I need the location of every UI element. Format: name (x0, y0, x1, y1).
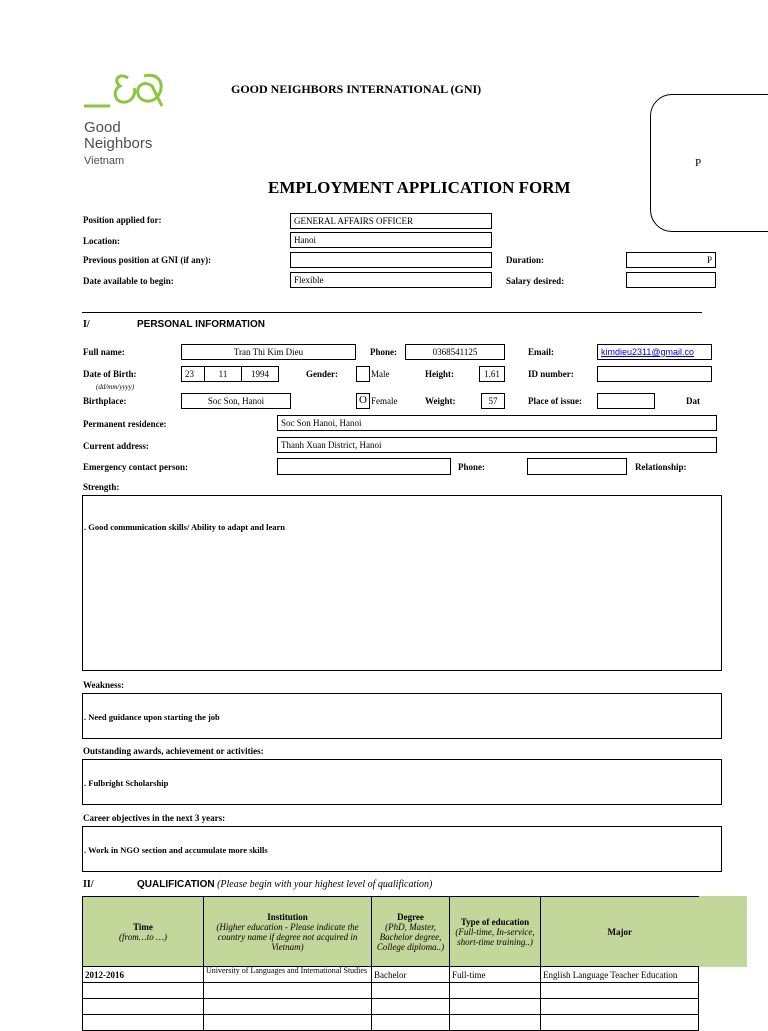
current-field[interactable]: Thanh Xuan District, Hanoi (277, 437, 717, 453)
prev-position-field[interactable] (290, 252, 492, 268)
dob-day-field[interactable]: 23 (181, 366, 205, 382)
gender-label: Gender: (306, 369, 338, 379)
position-label: Position applied for: (83, 215, 162, 225)
cell-type[interactable]: Full-time (450, 967, 541, 983)
table-row (83, 1015, 747, 1031)
weakness-label: Weakness: (83, 680, 125, 690)
form-title: EMPLOYMENT APPLICATION FORM (268, 178, 571, 197)
header-filler (699, 897, 747, 967)
date-issue-label: Dat (686, 396, 700, 406)
awards-value: . Fulbright Scholarship (84, 778, 169, 788)
divider (82, 312, 702, 313)
photo-box (650, 94, 768, 232)
logo-line-3: Vietnam (84, 155, 125, 167)
header-time-sub: (from…to …) (119, 931, 167, 942)
height-field[interactable]: 1.61 (479, 366, 505, 382)
section-1-number: I/ (83, 319, 90, 330)
strength-label: Strength: (83, 482, 120, 492)
female-checkbox[interactable] (356, 393, 370, 409)
salary-label: Salary desired: (506, 276, 565, 286)
header-time-title: Time (133, 921, 153, 932)
emergency-field[interactable] (277, 458, 451, 475)
cell-time[interactable]: 2012-2016 (83, 967, 204, 983)
header-type-sub: (Full-time, In-service, short-time training..) (455, 926, 535, 947)
permanent-label: Permanent residence: (83, 419, 167, 429)
weight-field[interactable]: 57 (481, 393, 505, 409)
permanent-field[interactable]: Soc Son Hanoi, Hanoi (277, 415, 717, 431)
cell-type[interactable] (450, 1015, 541, 1031)
email-value: kimdieu2311@gmail.co (601, 347, 695, 357)
dob-label: Date of Birth: (83, 369, 137, 379)
cell-institution[interactable] (204, 1015, 372, 1031)
id-label: ID number: (528, 369, 574, 379)
header-time (83, 897, 204, 967)
cell-time[interactable] (83, 1015, 204, 1031)
id-field[interactable] (597, 366, 712, 382)
cell-time[interactable] (83, 983, 204, 999)
header-institution (204, 897, 372, 967)
cell-major[interactable] (541, 983, 699, 999)
position-field[interactable]: GENERAL AFFAIRS OFFICER (290, 213, 492, 229)
header-degree-sub: (PhD, Master, Bachelor degree, College diploma..) (376, 921, 445, 952)
cell-major[interactable]: English Language Teacher Education (541, 967, 699, 983)
location-label: Location: (83, 236, 120, 246)
emergency-phone-field[interactable] (527, 458, 627, 475)
dob-hint: (dd/mm/yyyy) (96, 383, 135, 391)
email-field[interactable] (597, 344, 712, 360)
cell-institution[interactable] (204, 999, 372, 1015)
cell-type[interactable] (450, 983, 541, 999)
cell-institution[interactable] (204, 983, 372, 999)
height-label: Height: (425, 369, 454, 379)
table-row (83, 999, 747, 1015)
cell-major[interactable] (541, 1015, 699, 1031)
table-row (83, 967, 747, 983)
prev-position-label: Previous position at GNI (if any): (83, 255, 212, 265)
header-degree-title: Degree (397, 911, 424, 922)
header-type-title: Type of education (460, 916, 530, 927)
fullname-label: Full name: (83, 347, 125, 357)
logo-line-1: Good (84, 119, 121, 136)
section-2-number: II/ (83, 879, 94, 890)
awards-field[interactable] (82, 759, 722, 805)
career-value: . Work in NGO section and accumulate more skills (84, 845, 268, 855)
header-inst-sub: (Higher education - Please indicate the country name if degree not acquired in Vietnam) (216, 921, 359, 952)
header-major: Major (541, 897, 699, 967)
cell-time[interactable] (83, 999, 204, 1015)
duration-value: P (706, 255, 712, 265)
current-label: Current address: (83, 441, 149, 451)
org-title: GOOD NEIGHBORS INTERNATIONAL (GNI) (231, 82, 482, 96)
male-label: Male (371, 369, 390, 379)
cell-institution[interactable]: University of Languages and International Studies (204, 967, 372, 983)
cell-degree[interactable] (372, 999, 450, 1015)
cell-filler (699, 967, 747, 983)
birthplace-label: Birthplace: (83, 396, 127, 406)
female-mark: O (359, 394, 367, 406)
place-issue-label: Place of issue: (528, 396, 582, 406)
dob-year-field[interactable]: 1994 (241, 366, 279, 382)
awards-label: Outstanding awards, achievement or activities: (83, 746, 264, 756)
strength-value: . Good communication skills/ Ability to adapt and learn (84, 522, 285, 532)
cell-degree[interactable]: Bachelor (372, 967, 450, 983)
duration-field[interactable] (626, 252, 716, 268)
cell-filler (699, 983, 747, 999)
weight-label: Weight: (425, 396, 456, 406)
birthplace-field[interactable]: Soc Son, Hanoi (181, 393, 291, 409)
location-field[interactable]: Hanoi (290, 232, 492, 248)
weakness-value: . Need guidance upon starting the job (84, 712, 220, 722)
header-type (450, 897, 541, 967)
cell-filler (699, 1015, 747, 1031)
section-2-note: (Please begin with your highest level of qualification) (217, 879, 433, 890)
weakness-field[interactable] (82, 693, 722, 739)
cell-major[interactable] (541, 999, 699, 1015)
email-label: Email: (528, 347, 554, 357)
duration-label: Duration: (506, 255, 544, 265)
cell-filler (699, 999, 747, 1015)
header-inst-title: Institution (267, 911, 308, 922)
male-checkbox[interactable] (356, 366, 370, 382)
emergency-phone-label: Phone: (458, 462, 485, 472)
emergency-label: Emergency contact person: (83, 462, 188, 472)
qualification-table (82, 896, 747, 1031)
salary-field[interactable] (626, 272, 716, 288)
logo (84, 68, 174, 178)
cell-degree[interactable] (372, 1015, 450, 1031)
career-label: Career objectives in the next 3 years: (83, 813, 226, 823)
phone-field[interactable]: 0368541125 (405, 344, 505, 360)
section-2-title: QUALIFICATION (137, 879, 215, 890)
female-label: Female (371, 396, 398, 406)
table-row (83, 983, 747, 999)
place-issue-field[interactable] (597, 393, 655, 409)
phone-label: Phone: (370, 347, 397, 357)
header-degree (372, 897, 450, 967)
logo-line-2: Neighbors (84, 135, 153, 152)
section-2-heading (137, 879, 432, 890)
date-available-label: Date available to begin: (83, 276, 174, 286)
good-neighbors-logo-icon (84, 68, 174, 113)
strength-field[interactable] (82, 495, 722, 671)
dob-month-field[interactable]: 11 (204, 366, 242, 382)
section-1-title: PERSONAL INFORMATION (137, 319, 265, 330)
cell-type[interactable] (450, 999, 541, 1015)
relationship-label: Relationship: (635, 462, 687, 472)
fullname-field[interactable]: Tran Thi Kim Dieu (181, 344, 356, 360)
cell-degree[interactable] (372, 983, 450, 999)
date-available-field[interactable]: Flexible (290, 272, 492, 288)
career-field[interactable] (82, 826, 722, 872)
photo-box-text: P (695, 157, 702, 169)
